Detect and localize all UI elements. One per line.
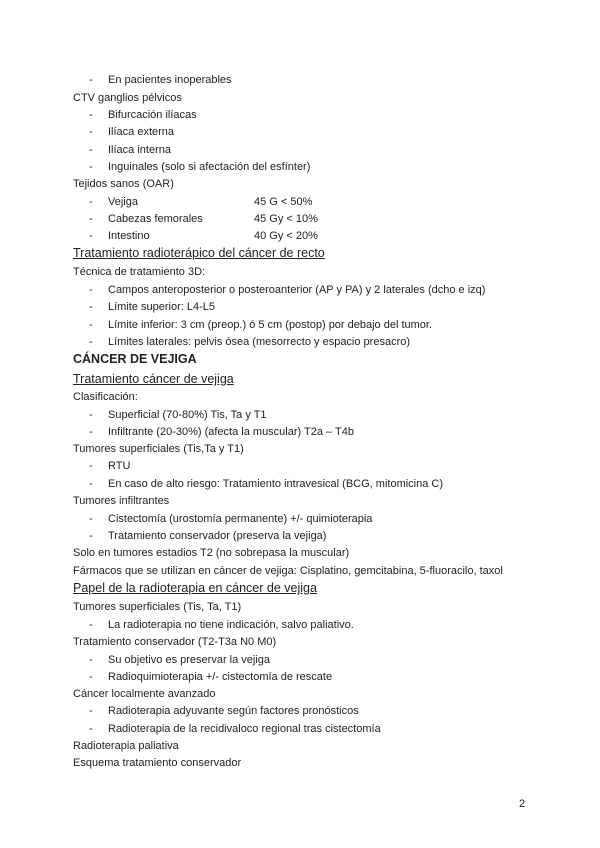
section-label: Tejidos sanos (OAR): [73, 178, 174, 190]
subheading: Papel de la radioterapia en cáncer de vejiga: [73, 581, 317, 595]
section-heading: CÁNCER DE VEJIGA: [73, 352, 197, 366]
section-label: CTV ganglios pélvicos: [73, 92, 182, 104]
paragraph: Tratamiento conservador (T2-T3a N0 M0): [73, 636, 277, 648]
paragraph: Esquema tratamiento conservador: [73, 757, 242, 769]
paragraph: Radioterapia paliativa: [73, 740, 179, 752]
document-page: - En pacientes inoperables CTV ganglios pélvicos - Bifurcación ilíacas - Ilíaca externa - Ilíaca interna - Inguinales (solo si afectación del esfínter) Tejidos sanos (OAR) - Vejiga 45 G < 50% - Cabezas femorales 45 Gy < 10% - Intestino 40 Gy < 20% Tratamiento radioterápico del cáncer de recto Técnica de tratamiento 3D: - Campos anteroposterior o posteroanterior (AP y PA) y 2 laterales (dcho e izq) - Límite superior: L4-L5 - Límite inferior: 3 cm (preop.) ó 5 cm (postop) por debajo del tumor. - Límites laterales: pelvis ósea (mesorrecto y espacio presacro) CÁNCER DE VEJIGA Tratamiento cáncer de vejiga Clasificación: - Superficial (70-80%) Tis, Ta y T1 - Infiltrante (20-30%) (afecta la muscular) T2a – T4b Tumores superficiales (Tis,Ta y T1) - RTU - En caso de alto riesgo: Tratamiento intravesical (BCG, mitomicina C) Tumores infiltrantes - Cistectomía (urostomía permanente) +/- quimioterapia - Tratamiento conservador (preserva la vejiga) Solo en tumores estadios T2 (no sobrepasa la muscular) Fármacos que se utilizan en cáncer de vejiga: Cisplatino, gemcitabina, 5-fluoracilo, taxol Papel de la radioterapia en cáncer de vejiga Tumores superficiales (Tis, Ta, T1) - La radioterapia no tiene indicación, salvo paliativo. Tratamiento conservador (T2-T3a N0 M0) - Su objetivo es preservar la vejiga - Radioquimioterapia +/- cistectomía de rescate Cáncer localmente avanzado - Radioterapia adyuvante según factores pronósticos - Radioterapia de la recidivaloco regional tras cistectomía Radioterapia paliativa Esquema tratamiento conservador 2: [73, 74, 526, 810]
paragraph: Cáncer localmente avanzado: [73, 688, 216, 700]
paragraph: Solo en tumores estadios T2 (no sobrepasa la muscular): [73, 547, 350, 559]
paragraph: Fármacos que se utilizan en cáncer de vejiga: Cisplatino, gemcitabina, 5-fluoracilo, taxol: [73, 565, 503, 577]
paragraph: Tumores superficiales (Tis, Ta, T1): [73, 601, 242, 613]
paragraph: Tumores infiltrantes: [73, 495, 170, 507]
paragraph: Clasificación:: [73, 391, 138, 403]
subheading: Tratamiento radioterápico del cáncer de recto: [73, 246, 325, 260]
page-number: 2: [519, 798, 526, 810]
subheading: Tratamiento cáncer de vejiga: [73, 372, 234, 386]
paragraph: Tumores superficiales (Tis,Ta y T1): [73, 443, 244, 455]
paragraph: Técnica de tratamiento 3D:: [73, 266, 206, 278]
